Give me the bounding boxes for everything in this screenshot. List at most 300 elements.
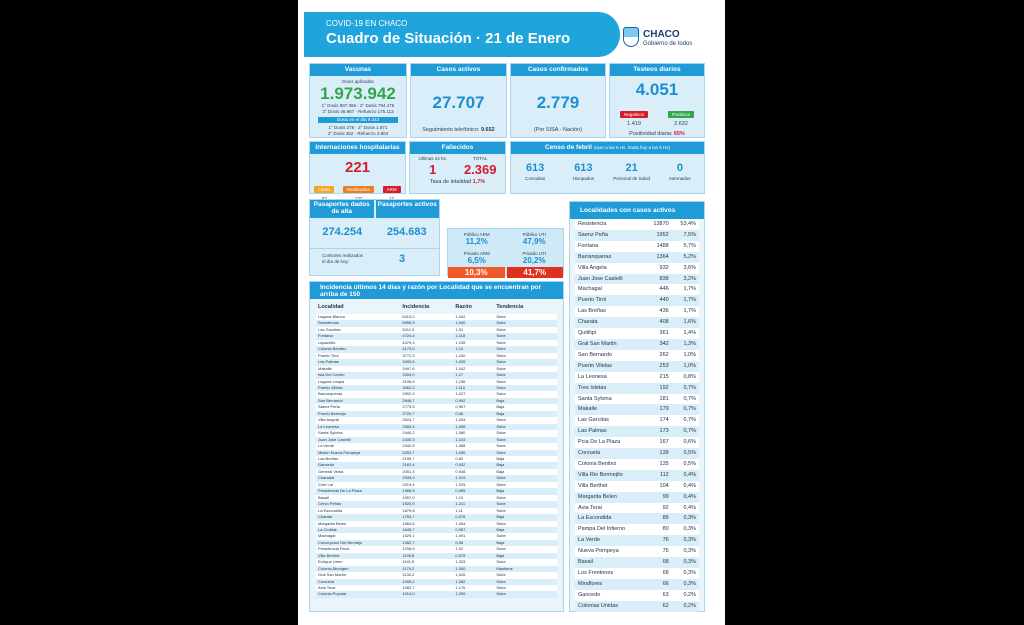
incidencia-cell: Puerto Vilelas bbox=[316, 385, 400, 391]
incidencia-cell: Sube bbox=[494, 482, 557, 488]
incidencia-cell: 1,088 bbox=[453, 443, 494, 449]
incidencia-cell: Sube bbox=[494, 333, 557, 339]
censo-items bbox=[511, 162, 704, 181]
localidad-count: 80 bbox=[647, 524, 672, 535]
localidad-name: La Escondida bbox=[575, 513, 647, 524]
incidencia-cell: 0,978 bbox=[453, 514, 494, 520]
incidencia-cell: General Vedia bbox=[316, 469, 400, 475]
localidad-count: 174 bbox=[647, 415, 672, 426]
localidad-percent: 1,7% bbox=[672, 284, 699, 295]
incidencia-cell: Corzuela bbox=[316, 579, 400, 585]
censo-item-label: Personal de Salud bbox=[613, 176, 651, 181]
incidencia-cell: Baja bbox=[494, 462, 557, 468]
controles-row bbox=[310, 248, 439, 265]
localidad-percent: 0,7% bbox=[672, 404, 699, 415]
localidad-count: 63 bbox=[647, 590, 672, 601]
incidencia-cell: Baja bbox=[494, 469, 557, 475]
incidencia-table bbox=[316, 314, 557, 598]
localidad-percent: 0,4% bbox=[672, 503, 699, 514]
incidencia-cell: Sube bbox=[494, 572, 557, 578]
activos-note-label: Seguimiento telefónico: bbox=[422, 127, 480, 133]
incidencia-cell: 1,103 bbox=[453, 437, 494, 443]
incidencia-cell: 1,027 bbox=[453, 391, 494, 397]
censo-item bbox=[660, 162, 700, 181]
incidencia-cell: Sube bbox=[494, 320, 557, 326]
incidencia-cell: 1082,7 bbox=[400, 585, 453, 591]
infographic-page bbox=[298, 0, 725, 625]
ocupacion-item bbox=[506, 229, 564, 246]
localidad-count: 440 bbox=[647, 295, 672, 306]
incidencia-cell: Sube bbox=[494, 391, 557, 397]
localidad-percent: 0,3% bbox=[672, 579, 699, 590]
localidad-name: Gral San Martin bbox=[575, 339, 647, 350]
incidencia-cell: Sube bbox=[494, 359, 557, 365]
incidencia-cell: 2253,7 bbox=[400, 450, 453, 456]
localidad-row bbox=[575, 394, 699, 405]
ocupacion-item-label: Público ARM bbox=[463, 232, 490, 237]
incidencia-cell: Baja bbox=[494, 456, 557, 462]
vacunas-title: Vacunas bbox=[310, 64, 406, 76]
localidad-name: Miraflores bbox=[575, 579, 647, 590]
localidad-count: 1952 bbox=[647, 230, 672, 241]
incidencia-cell: 1,211 bbox=[453, 501, 494, 507]
localidad-count: 66 bbox=[647, 579, 672, 590]
incidencia-cell: Presidencia De La Plaza bbox=[316, 488, 400, 494]
localidad-percent: 1,6% bbox=[672, 317, 699, 328]
incidencia-cell: 1,156 bbox=[453, 379, 494, 385]
incidencia-cell: 1,025 bbox=[453, 482, 494, 488]
incidencia-cell: Cote Lai bbox=[316, 482, 400, 488]
localidad-count: 446 bbox=[647, 284, 672, 295]
localidad-count: 253 bbox=[647, 361, 672, 372]
localidad-count: 1364 bbox=[647, 252, 672, 263]
localidad-row bbox=[575, 448, 699, 459]
testeos-card bbox=[609, 63, 705, 138]
localidad-row bbox=[575, 579, 699, 590]
incidencia-cell: Sube bbox=[494, 385, 557, 391]
localidad-count: 342 bbox=[647, 339, 672, 350]
incidencia-cell: 6410,0 bbox=[400, 314, 453, 320]
incidencia-cell: 1,11 bbox=[453, 508, 494, 514]
activos-note-value: 9.652 bbox=[480, 127, 495, 133]
localidad-name: Colonia Benitez bbox=[575, 459, 647, 470]
incidencia-cell: 1,080 bbox=[453, 430, 494, 436]
localidad-percent: 0,2% bbox=[672, 601, 699, 612]
localidad-row bbox=[575, 601, 699, 612]
incidencia-cell: 1,10 bbox=[453, 346, 494, 352]
incidencia-cell: Baja bbox=[494, 411, 557, 417]
incidencia-cell: 1966,5 bbox=[400, 488, 453, 494]
incidencia-cell: 1,042 bbox=[453, 314, 494, 320]
localidad-name: Las Palmas bbox=[575, 426, 647, 437]
incidencia-cell: 1352,7 bbox=[400, 540, 453, 546]
testeos-value: 4.051 bbox=[635, 80, 679, 99]
censo-item bbox=[612, 162, 652, 181]
localidad-row bbox=[575, 503, 699, 514]
incidencia-cell: 1920,9 bbox=[400, 501, 453, 507]
incidencia-cell: 1,333 bbox=[453, 559, 494, 565]
localidad-percent: 0,3% bbox=[672, 557, 699, 568]
localidad-percent: 0,5% bbox=[672, 448, 699, 459]
localidades-card bbox=[569, 201, 705, 612]
incidencia-cell: 1664,8 bbox=[400, 521, 453, 527]
ocupacion-total-arm: 10,3% bbox=[448, 267, 505, 278]
incidencia-cell: Sube bbox=[494, 327, 557, 333]
localidad-name: Corzuela bbox=[575, 448, 647, 459]
localidad-count: 68 bbox=[647, 568, 672, 579]
incidencia-cell: Barranqueras bbox=[316, 391, 400, 397]
vacunas-label: Dosis aplicadas bbox=[342, 79, 374, 84]
incidencia-cell: 2162,4 bbox=[400, 462, 453, 468]
incidencia-cell: Sube bbox=[494, 475, 557, 481]
ocupacion-item-value: 6,5% bbox=[467, 256, 486, 265]
confirmados-value: 2.779 bbox=[536, 93, 580, 112]
incidencia-cell: Baja bbox=[494, 488, 557, 494]
incidencia-cell: Baja bbox=[494, 514, 557, 520]
letalidad-label: Tasa de letalidad bbox=[429, 179, 472, 185]
localidad-row bbox=[575, 328, 699, 339]
incidencia-cell: Puerto Tirol bbox=[316, 353, 400, 359]
localidades-table bbox=[575, 219, 699, 612]
fallecidos-day-value: 1 bbox=[429, 162, 437, 177]
localidad-row bbox=[575, 459, 699, 470]
incidencia-column-header: Incidencia bbox=[402, 304, 430, 310]
localidad-name: Resistencia bbox=[575, 219, 647, 230]
localidad-count: 361 bbox=[647, 328, 672, 339]
incidencia-cell: La Verde bbox=[316, 443, 400, 449]
localidades-table-wrap bbox=[570, 219, 704, 612]
ocupacion-totals bbox=[448, 267, 563, 278]
incidencia-cell: Las Breñas bbox=[316, 456, 400, 462]
incidencia-cell: 1191,5 bbox=[400, 559, 453, 565]
incidencia-cell: 0,957 bbox=[453, 527, 494, 533]
pasaportes-alta-label: Pasaportes dados de alta bbox=[310, 200, 374, 218]
incidencia-cell: Sube bbox=[494, 353, 557, 359]
incidencia-cell: 1645,7 bbox=[400, 527, 453, 533]
localidad-percent: 53,4% bbox=[672, 219, 699, 230]
incidencia-cell: Gancedo bbox=[316, 462, 400, 468]
localidad-name: La Verde bbox=[575, 535, 647, 546]
localidad-row bbox=[575, 339, 699, 350]
coat-of-arms-icon bbox=[623, 27, 639, 47]
localidad-percent: 1,0% bbox=[672, 350, 699, 361]
ocupacion-item-label: Público UTI bbox=[522, 232, 546, 237]
localidad-percent: 0,7% bbox=[672, 415, 699, 426]
incidencia-cell: 1,096 bbox=[453, 424, 494, 430]
incidencia-cell: Baja bbox=[494, 540, 557, 546]
localidad-row bbox=[575, 383, 699, 394]
incidencia-cell: Baja bbox=[494, 404, 557, 410]
localidad-name: Makalle bbox=[575, 404, 647, 415]
testeos-split bbox=[610, 103, 704, 127]
incidencia-cell: Sube bbox=[494, 501, 557, 507]
incidencia-cell: 1,035 bbox=[453, 359, 494, 365]
localidad-count: 112 bbox=[647, 470, 672, 481]
pasaportes-activos-value: 254.683 bbox=[386, 226, 427, 238]
logo-name: CHACO bbox=[643, 29, 680, 40]
localidad-row bbox=[575, 219, 699, 230]
internacion-category-label: Moderados bbox=[343, 186, 374, 193]
incidencia-cell: Sube bbox=[494, 417, 557, 423]
fallecidos-card bbox=[409, 141, 506, 194]
incidencia-column-header: Tendencia bbox=[496, 304, 524, 310]
censo-subtitle: (ayer a las 6 Hs. hasta hoy a las 6 Hs) bbox=[593, 145, 671, 150]
localidad-count: 173 bbox=[647, 426, 672, 437]
incidencia-cell: 1,000 bbox=[453, 566, 494, 572]
internacion-category-label: ARM bbox=[383, 186, 401, 193]
localidad-row bbox=[575, 557, 699, 568]
incidencia-cell: 1,064 bbox=[453, 521, 494, 527]
incidencia-cell: 3062,3 bbox=[400, 385, 453, 391]
localidad-percent: 1,7% bbox=[672, 306, 699, 317]
localidad-count: 1488 bbox=[647, 241, 672, 252]
incidencia-cell: San Bernardo bbox=[316, 398, 400, 404]
incidencia-cell: 2846,7 bbox=[400, 398, 453, 404]
header-subtitle: COVID-19 EN CHACO bbox=[326, 19, 408, 28]
incidencia-cell: La Clotilde bbox=[316, 527, 400, 533]
incidencia-cell: Colonia Aborigen bbox=[316, 566, 400, 572]
incidencia-cell: Basail bbox=[316, 495, 400, 501]
localidad-percent: 0,3% bbox=[672, 568, 699, 579]
incidencia-cell: Avia Terai bbox=[316, 585, 400, 591]
casos-confirmados-card bbox=[510, 63, 606, 138]
censo-febril-card bbox=[510, 141, 705, 194]
localidad-row bbox=[575, 513, 699, 524]
localidad-row bbox=[575, 568, 699, 579]
incidencia-cell: 1296,6 bbox=[400, 546, 453, 552]
localidad-count: 436 bbox=[647, 306, 672, 317]
ocupacion-item-value: 11,2% bbox=[465, 237, 488, 246]
localidad-row bbox=[575, 241, 699, 252]
localidad-row bbox=[575, 306, 699, 317]
confirmados-title: Casos confirmados bbox=[511, 64, 605, 76]
incidencia-cell: Baja bbox=[494, 398, 557, 404]
localidad-count: 167 bbox=[647, 437, 672, 448]
negativos-block bbox=[620, 103, 648, 127]
localidad-name: Machagai bbox=[575, 284, 647, 295]
incidencia-cell: 4724,4 bbox=[400, 333, 453, 339]
incidencia-cell: Colonia Benítez bbox=[316, 346, 400, 352]
localidad-row bbox=[575, 524, 699, 535]
incidencia-cell: 0,98 bbox=[453, 540, 494, 546]
ocupacion-card bbox=[447, 228, 564, 276]
vacunas-line2: 3° Dosis 46.987 · Refuerzo 175.113 bbox=[322, 109, 394, 114]
localidad-percent: 3,2% bbox=[672, 274, 699, 285]
localidad-percent: 0,4% bbox=[672, 492, 699, 503]
incidencia-cell: Cervo Peñas bbox=[316, 501, 400, 507]
localidad-percent: 0,3% bbox=[672, 513, 699, 524]
activos-note bbox=[411, 127, 506, 133]
pasaportes-alta-value: 274.254 bbox=[322, 226, 363, 238]
localidad-percent: 0,2% bbox=[672, 590, 699, 601]
localidad-name: Saenz Peña bbox=[575, 230, 647, 241]
incidencia-cell: 3198,6 bbox=[400, 379, 453, 385]
ocupacion-item-label: Privado ARM bbox=[463, 251, 490, 256]
vacunas-line1: 1° Dosis 987.366 · 2° Dosis 794.476 bbox=[321, 103, 395, 108]
localidad-row bbox=[575, 426, 699, 437]
confirmados-note: (Por SISA - Nación) bbox=[534, 127, 582, 133]
incidencia-cell: Sube bbox=[494, 372, 557, 378]
incidencia-cell: Margarita Belen bbox=[316, 521, 400, 527]
ocupacion-item-value: 20,2% bbox=[522, 256, 546, 265]
localidad-name: Las Breñas bbox=[575, 306, 647, 317]
localidad-count: 215 bbox=[647, 372, 672, 383]
localidad-name: Colonias Unidas bbox=[575, 601, 647, 612]
localidad-name: Avia Terai bbox=[575, 503, 647, 514]
incidencia-cell: Sube bbox=[494, 340, 557, 346]
incidencia-cell: 1957,0 bbox=[400, 495, 453, 501]
incidencia-cell: Sube bbox=[494, 579, 557, 585]
localidad-row bbox=[575, 361, 699, 372]
incidencia-cell: La Escondida bbox=[316, 508, 400, 514]
activos-title: Casos activos bbox=[411, 64, 506, 76]
incidencia-cell: 3497,6 bbox=[400, 366, 453, 372]
localidad-percent: 0,6% bbox=[672, 437, 699, 448]
incidencia-cell: 1099,2 bbox=[400, 579, 453, 585]
incidencia-cell: Sube bbox=[494, 314, 557, 320]
localidad-name: Las Garcitas bbox=[575, 415, 647, 426]
vacunas-total: 1.973.942 bbox=[320, 84, 396, 103]
incidencia-cell: 1879,8 bbox=[400, 508, 453, 514]
incidencia-title: Incidencia últimos 14 días y razón por Localidad que se encuentran por arriba de 150 bbox=[310, 282, 563, 299]
incidencia-cell: Baja bbox=[494, 527, 557, 533]
incidencia-cell: 1753,7 bbox=[400, 514, 453, 520]
incidencia-column-header: Localidad bbox=[318, 304, 344, 310]
localidad-name: Barranqueras bbox=[575, 252, 647, 263]
incidencia-cell: Sube bbox=[494, 533, 557, 539]
ocupacion-item bbox=[448, 248, 506, 265]
localidad-name: Gancedo bbox=[575, 590, 647, 601]
incidencia-cell: Santa Sylvina bbox=[316, 430, 400, 436]
internacion-category-label: Leves bbox=[314, 186, 334, 193]
vacunas-line3: 1° Dosis 278 · 2° Dosis 1.871 bbox=[328, 125, 388, 130]
censo-item-value: 613 bbox=[574, 162, 593, 174]
censo-title: Censo de febril bbox=[544, 144, 592, 151]
localidad-percent: 0,3% bbox=[672, 546, 699, 557]
incidencia-cell: Laguna Limpia bbox=[316, 379, 400, 385]
censo-item bbox=[515, 162, 555, 181]
incidencia-cell: 2195,7 bbox=[400, 456, 453, 462]
fallecidos-total bbox=[464, 156, 497, 177]
incidencia-cell: 1,110 bbox=[453, 385, 494, 391]
censo-item-value: 0 bbox=[676, 162, 683, 174]
ocupacion-item bbox=[448, 229, 506, 246]
incidencia-cell: 2902,0 bbox=[400, 391, 453, 397]
ocupacion-item-value: 47,9% bbox=[522, 237, 546, 246]
vacunas-line4: 3° Dosis 352 · Refuerzo 3.803 bbox=[327, 131, 389, 136]
incidencia-cell: 1,040 bbox=[453, 320, 494, 326]
localidad-count: 76 bbox=[647, 535, 672, 546]
incidencia-cell: 1,01 bbox=[453, 327, 494, 333]
localidad-percent: 0,4% bbox=[672, 470, 699, 481]
incidencia-cell: 4479,3 bbox=[400, 340, 453, 346]
incidencia-cell: 1,019 bbox=[453, 475, 494, 481]
incidencia-cell: Sube bbox=[494, 346, 557, 352]
localidad-count: 179 bbox=[647, 404, 672, 415]
positividad-label: Positividad diaria: bbox=[629, 131, 673, 137]
pasaportes-activos-label: Pasaportes activos bbox=[376, 200, 440, 218]
incidencia-cell: Charata bbox=[316, 514, 400, 520]
localidad-name: Puerto Vilelas bbox=[575, 361, 647, 372]
localidad-percent: 0,7% bbox=[672, 383, 699, 394]
localidad-count: 75 bbox=[647, 546, 672, 557]
incidencia-cell: Presidencia Roca bbox=[316, 546, 400, 552]
incidencia-cell: Sube bbox=[494, 591, 557, 597]
localidad-name: Quitilipi bbox=[575, 328, 647, 339]
letalidad-note bbox=[410, 179, 505, 185]
testeos-title: Testeos diarios bbox=[610, 64, 704, 76]
localidad-row bbox=[575, 230, 699, 241]
incidencia-cell: 0,82 bbox=[453, 456, 494, 462]
localidad-row bbox=[575, 372, 699, 383]
incidencia-cell: 2624,7 bbox=[400, 417, 453, 423]
incidencia-cell: Las Garcitas bbox=[316, 327, 400, 333]
localidad-percent: 1,7% bbox=[672, 295, 699, 306]
incidencia-cell: Enrique Urien bbox=[316, 559, 400, 565]
localidad-name: La Leonesa bbox=[575, 372, 647, 383]
localidad-count: 838 bbox=[647, 274, 672, 285]
incidencia-cell: Sube bbox=[494, 585, 557, 591]
ocupacion-total-uti: 41,7% bbox=[507, 267, 564, 278]
incidencia-cell: 1,100 bbox=[453, 353, 494, 359]
negativos-value: 1.419 bbox=[627, 121, 641, 127]
localidad-row bbox=[575, 437, 699, 448]
incidencia-cell: Juan José Castelli bbox=[316, 437, 400, 443]
localidad-name: Tres Isletas bbox=[575, 383, 647, 394]
localidad-row bbox=[575, 415, 699, 426]
censo-header bbox=[511, 142, 704, 154]
incidencia-cell: Sube bbox=[494, 430, 557, 436]
censo-item bbox=[563, 162, 603, 181]
censo-item-label: Internados bbox=[669, 176, 691, 181]
incidencia-table-wrap bbox=[310, 302, 563, 598]
header-banner bbox=[304, 12, 620, 57]
localidad-name: Villa Angela bbox=[575, 263, 647, 274]
ocupacion-grid bbox=[448, 229, 563, 265]
incidencia-cell: 4170,0 bbox=[400, 346, 453, 352]
incidencia-cell: 1,034 bbox=[453, 417, 494, 423]
incidencia-cell: 2051,3 bbox=[400, 469, 453, 475]
incidencia-cell: 1,17 bbox=[453, 372, 494, 378]
incidencia-cell: 1529,1 bbox=[400, 533, 453, 539]
incidencia-cell: 0,992 bbox=[453, 398, 494, 404]
localidad-row bbox=[575, 535, 699, 546]
incidencia-cell: 0,967 bbox=[453, 404, 494, 410]
localidad-percent: 1,0% bbox=[672, 361, 699, 372]
chaco-logo bbox=[623, 27, 703, 51]
incidencia-cell: 1,042 bbox=[453, 366, 494, 372]
localidad-name: Los Frentones bbox=[575, 568, 647, 579]
incidencia-cell: 2775,5 bbox=[400, 404, 453, 410]
localidad-name: San Bernardo bbox=[575, 350, 647, 361]
fallecidos-total-value: 2.369 bbox=[463, 162, 497, 177]
localidad-row bbox=[575, 492, 699, 503]
pasaportes-card bbox=[309, 199, 440, 276]
incidencia-cell: 2720,7 bbox=[400, 411, 453, 417]
incidencia-cell: Sube bbox=[494, 443, 557, 449]
incidencia-cell: 1,118 bbox=[453, 333, 494, 339]
incidencia-cell: Villa Angela bbox=[316, 417, 400, 423]
localidad-row bbox=[575, 470, 699, 481]
localidad-row bbox=[575, 284, 699, 295]
censo-item-label: Hisopados bbox=[572, 176, 594, 181]
incidencia-cell: 0,978 bbox=[453, 553, 494, 559]
fallecidos-day-label: Últimas 24 hs. bbox=[418, 156, 447, 161]
incidencia-cell: 2039,9 bbox=[400, 475, 453, 481]
localidad-count: 85 bbox=[647, 513, 672, 524]
localidad-percent: 7,5% bbox=[672, 230, 699, 241]
incidencia-table-head bbox=[316, 302, 557, 314]
